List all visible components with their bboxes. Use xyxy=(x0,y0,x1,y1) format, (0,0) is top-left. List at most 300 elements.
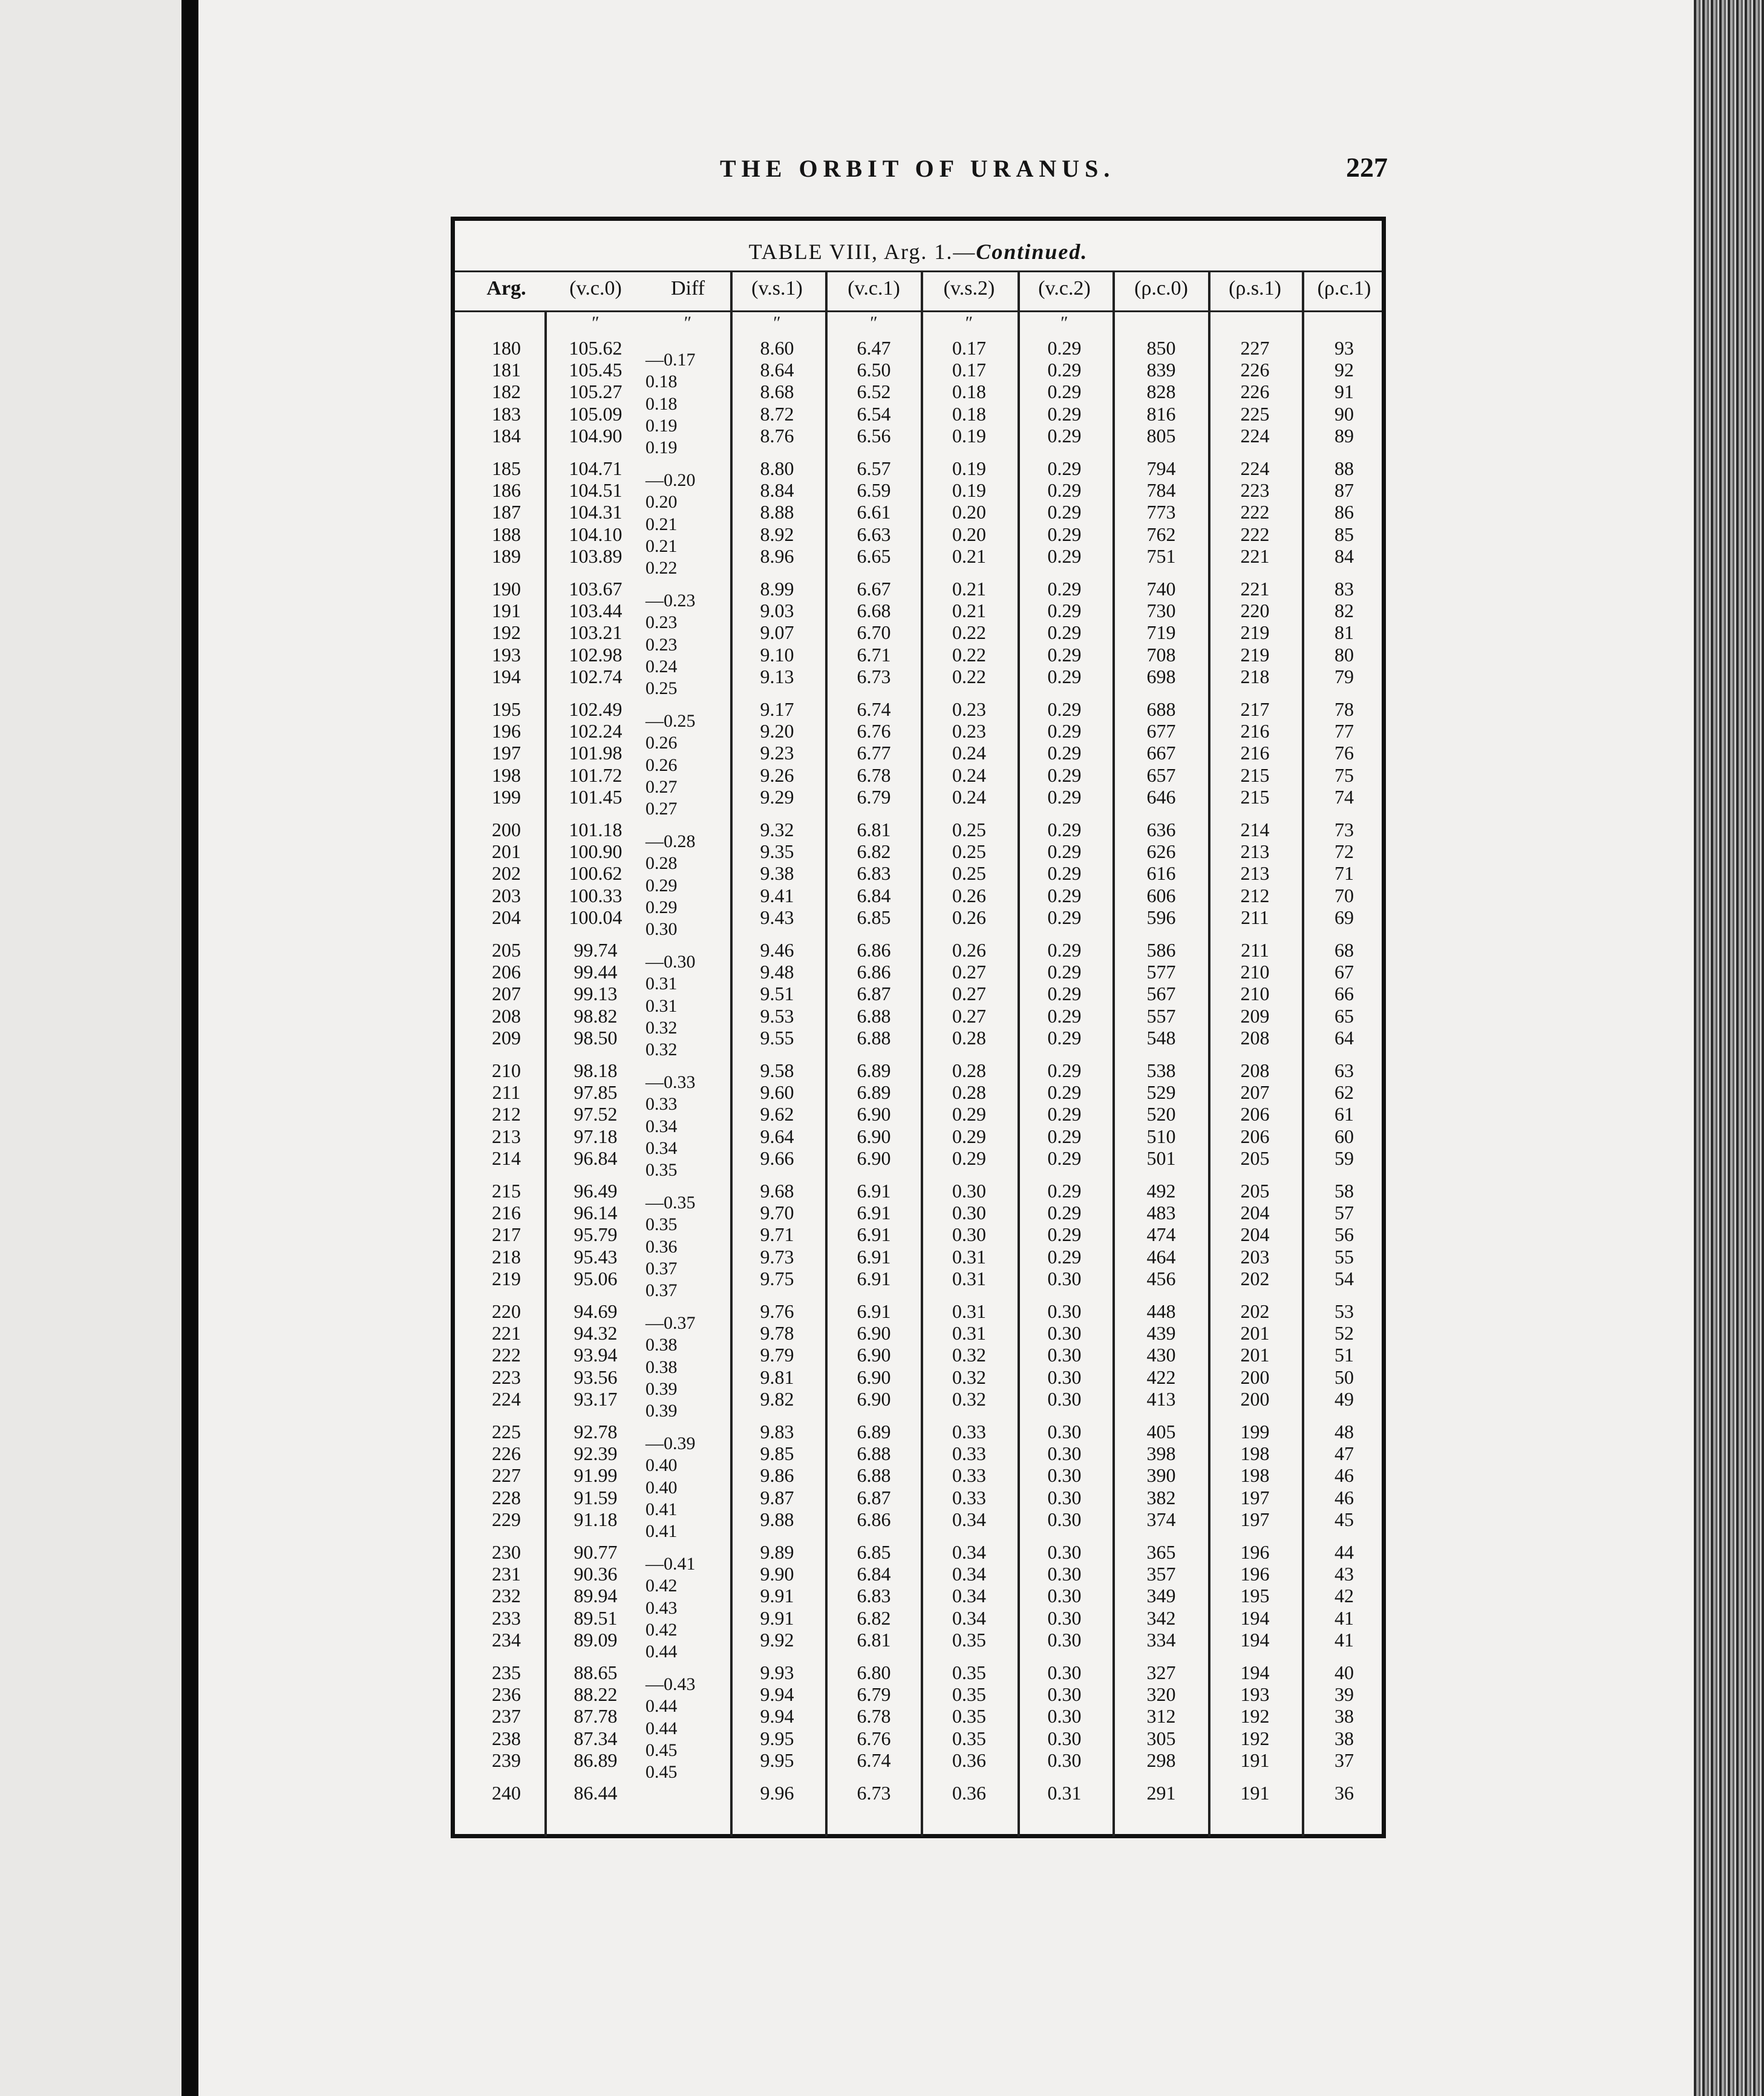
cell-pc0: 334 xyxy=(1146,1628,1176,1651)
cell-vs2: 0.22 xyxy=(952,621,986,644)
cell-ps1: 196 xyxy=(1240,1541,1270,1563)
cell-arg: 207 xyxy=(492,983,521,1005)
diff-value: —0.37 xyxy=(645,1313,696,1334)
cell-vc2: 0.30 xyxy=(1047,1683,1082,1706)
diff-value: 0.21 xyxy=(645,535,678,556)
cell-vc0: 103.21 xyxy=(569,621,622,644)
cell-vc2: 0.30 xyxy=(1047,1322,1082,1344)
cell-vs2: 0.34 xyxy=(952,1606,986,1629)
diff-value: 0.18 xyxy=(645,393,678,414)
cell-vc1: 6.61 xyxy=(857,501,891,523)
cell-arg: 198 xyxy=(492,764,521,786)
cell-vs1: 9.60 xyxy=(760,1081,794,1104)
cell-vc0: 87.34 xyxy=(573,1727,618,1749)
cell-pc1: 48 xyxy=(1334,1421,1354,1443)
cell-pc0: 430 xyxy=(1146,1344,1176,1366)
cell-pc0: 548 xyxy=(1146,1026,1176,1049)
table-title-main: TABLE VIII, Arg. 1.— xyxy=(748,240,976,264)
cell-vc0: 88.22 xyxy=(573,1683,618,1706)
diff-value: 0.37 xyxy=(645,1258,678,1279)
cell-vc0: 105.09 xyxy=(569,402,622,425)
cell-ps1: 194 xyxy=(1240,1662,1270,1683)
cell-pc1: 88 xyxy=(1334,457,1354,479)
cell-pc0: 762 xyxy=(1146,523,1176,545)
cell-pc0: 688 xyxy=(1146,698,1176,720)
cell-vs1: 9.20 xyxy=(760,720,794,742)
cell-vc1: 6.91 xyxy=(857,1245,891,1268)
table-row xyxy=(455,479,1382,502)
cell-ps1: 210 xyxy=(1240,961,1270,983)
cell-vc0: 99.74 xyxy=(573,939,618,961)
page-edges xyxy=(1694,0,1764,2096)
cell-vc1: 6.81 xyxy=(857,1628,891,1651)
cell-vc2: 0.29 xyxy=(1047,720,1082,742)
cell-ps1: 201 xyxy=(1240,1322,1270,1344)
cell-pc0: 596 xyxy=(1146,906,1176,928)
table-row xyxy=(455,523,1382,546)
cell-vc1: 6.91 xyxy=(857,1267,891,1289)
cell-arg: 205 xyxy=(492,939,521,961)
cell-arg: 234 xyxy=(492,1628,521,1651)
cell-vs2: 0.34 xyxy=(952,1563,986,1585)
cell-pc1: 93 xyxy=(1334,337,1354,359)
cell-vc2: 0.29 xyxy=(1047,742,1082,764)
cell-vs2: 0.31 xyxy=(952,1322,986,1344)
cell-vc2: 0.29 xyxy=(1047,939,1082,961)
table-row xyxy=(455,1705,1382,1728)
cell-vc1: 6.47 xyxy=(857,337,891,359)
table-row xyxy=(455,666,1382,688)
diff-value: 0.44 xyxy=(645,1641,678,1662)
col-header-vc0: (v.c.0) xyxy=(569,277,622,300)
cell-arg: 232 xyxy=(492,1585,521,1607)
cell-vc2: 0.29 xyxy=(1047,337,1082,359)
cell-vs2: 0.27 xyxy=(952,1004,986,1027)
cell-vs2: 0.30 xyxy=(952,1202,986,1224)
cell-arg: 195 xyxy=(492,698,521,720)
cell-vs2: 0.27 xyxy=(952,983,986,1005)
cell-pc0: 657 xyxy=(1146,764,1176,786)
cell-vc2: 0.29 xyxy=(1047,1125,1082,1147)
cell-arg: 204 xyxy=(492,906,521,928)
cell-vc1: 6.89 xyxy=(857,1421,891,1443)
diff-value: 0.41 xyxy=(645,1499,678,1519)
cell-ps1: 213 xyxy=(1240,840,1270,863)
diff-value: —0.28 xyxy=(645,831,696,852)
cell-vc0: 100.90 xyxy=(569,840,622,863)
cell-vs1: 8.92 xyxy=(760,523,794,545)
cell-vc1: 6.90 xyxy=(857,1387,891,1410)
cell-pc1: 46 xyxy=(1334,1464,1354,1487)
cell-pc0: 636 xyxy=(1146,819,1176,840)
cell-vc1: 6.88 xyxy=(857,1026,891,1049)
cell-vc2: 0.29 xyxy=(1047,402,1082,425)
cell-vs2: 0.34 xyxy=(952,1585,986,1607)
cell-vc1: 6.80 xyxy=(857,1662,891,1683)
cell-vc0: 98.18 xyxy=(573,1059,618,1081)
table-row xyxy=(455,1607,1382,1629)
cell-vc2: 0.29 xyxy=(1047,1202,1082,1224)
table-row xyxy=(455,1487,1382,1509)
diff-value: 0.40 xyxy=(645,1455,678,1476)
table-row xyxy=(455,1322,1382,1344)
cell-vs2: 0.24 xyxy=(952,785,986,808)
cell-vc1: 6.85 xyxy=(857,906,891,928)
cell-vs1: 9.91 xyxy=(760,1585,794,1607)
cell-vs1: 9.43 xyxy=(760,906,794,928)
table-row xyxy=(455,819,1382,841)
table-row xyxy=(455,1541,1382,1564)
cell-pc0: 646 xyxy=(1146,785,1176,808)
cell-vc1: 6.79 xyxy=(857,1683,891,1706)
cell-arg: 208 xyxy=(492,1004,521,1027)
cell-pc0: 567 xyxy=(1146,983,1176,1005)
cell-vs1: 9.89 xyxy=(760,1541,794,1563)
cell-pc0: 492 xyxy=(1146,1180,1176,1202)
diff-value: 0.22 xyxy=(645,557,678,578)
cell-pc1: 36 xyxy=(1334,1782,1354,1804)
cell-vc0: 94.32 xyxy=(573,1322,618,1344)
cell-arg: 184 xyxy=(492,424,521,447)
cell-vc0: 101.45 xyxy=(569,785,622,808)
cell-vc1: 6.88 xyxy=(857,1004,891,1027)
cell-vs1: 8.99 xyxy=(760,578,794,600)
cell-arg: 190 xyxy=(492,578,521,600)
cell-vs2: 0.35 xyxy=(952,1705,986,1728)
cell-vc2: 0.29 xyxy=(1047,906,1082,928)
cell-pc0: 312 xyxy=(1146,1705,1176,1728)
cell-ps1: 195 xyxy=(1240,1585,1270,1607)
table-row xyxy=(455,764,1382,787)
cell-vc0: 93.17 xyxy=(573,1387,618,1410)
cell-pc0: 677 xyxy=(1146,720,1176,742)
cell-pc0: 667 xyxy=(1146,742,1176,764)
cell-vc0: 90.77 xyxy=(573,1541,618,1563)
cell-vc2: 0.29 xyxy=(1047,381,1082,403)
cell-arg: 182 xyxy=(492,381,521,403)
cell-vs1: 9.94 xyxy=(760,1683,794,1706)
cell-vc1: 6.86 xyxy=(857,939,891,961)
cell-ps1: 214 xyxy=(1240,819,1270,840)
cell-vc1: 6.82 xyxy=(857,1606,891,1629)
diff-value: 0.42 xyxy=(645,1619,678,1640)
diff-value: 0.32 xyxy=(645,1017,678,1038)
cell-vc0: 104.90 xyxy=(569,424,622,447)
cell-vc1: 6.78 xyxy=(857,1705,891,1728)
cell-vs1: 9.58 xyxy=(760,1059,794,1081)
diff-value: 0.21 xyxy=(645,514,678,534)
table-row xyxy=(455,1125,1382,1148)
cell-vs1: 8.60 xyxy=(760,337,794,359)
cell-arg: 181 xyxy=(492,359,521,381)
cell-vc2: 0.30 xyxy=(1047,1464,1082,1487)
cell-vc0: 105.27 xyxy=(569,381,622,403)
cell-arg: 227 xyxy=(492,1464,521,1487)
cell-ps1: 211 xyxy=(1241,906,1269,928)
cell-vc1: 6.90 xyxy=(857,1147,891,1169)
cell-pc0: 374 xyxy=(1146,1508,1176,1530)
cell-vs2: 0.33 xyxy=(952,1421,986,1443)
cell-vc1: 6.76 xyxy=(857,1727,891,1749)
table-row xyxy=(455,600,1382,622)
cell-vc1: 6.52 xyxy=(857,381,891,403)
cell-ps1: 204 xyxy=(1240,1223,1270,1246)
diff-value: 0.19 xyxy=(645,437,678,457)
cell-ps1: 206 xyxy=(1240,1103,1270,1125)
diff-value: 0.38 xyxy=(645,1357,678,1377)
cell-vc1: 6.56 xyxy=(857,424,891,447)
cell-vc1: 6.78 xyxy=(857,764,891,786)
cell-vc0: 88.65 xyxy=(573,1662,618,1683)
cell-vc2: 0.29 xyxy=(1047,621,1082,644)
diff-value: 0.25 xyxy=(645,678,678,698)
cell-vc0: 99.44 xyxy=(573,961,618,983)
cell-vc2: 0.30 xyxy=(1047,1387,1082,1410)
cell-vc1: 6.71 xyxy=(857,643,891,666)
header-rule xyxy=(455,310,1382,312)
cell-vc2: 0.29 xyxy=(1047,1223,1082,1246)
cell-vs1: 9.26 xyxy=(760,764,794,786)
diff-value: —0.23 xyxy=(645,591,696,611)
cell-vs2: 0.32 xyxy=(952,1344,986,1366)
cell-pc0: 730 xyxy=(1146,600,1176,622)
cell-vc1: 6.87 xyxy=(857,1486,891,1508)
cell-ps1: 192 xyxy=(1240,1727,1270,1749)
cell-vc1: 6.68 xyxy=(857,600,891,622)
cell-vc2: 0.29 xyxy=(1047,1004,1082,1027)
table-row xyxy=(455,1683,1382,1706)
table-row xyxy=(455,1027,1382,1049)
cell-arg: 197 xyxy=(492,742,521,764)
cell-vs1: 8.76 xyxy=(760,424,794,447)
cell-vc2: 0.30 xyxy=(1047,1344,1082,1366)
cell-arg: 225 xyxy=(492,1421,521,1443)
cell-ps1: 205 xyxy=(1240,1180,1270,1202)
cell-vc2: 0.29 xyxy=(1047,359,1082,381)
cell-pc0: 298 xyxy=(1146,1749,1176,1771)
cell-vc2: 0.29 xyxy=(1047,764,1082,786)
table-row xyxy=(455,1268,1382,1290)
cell-pc1: 37 xyxy=(1334,1749,1354,1771)
cell-pc1: 51 xyxy=(1334,1344,1354,1366)
diff-value: —0.25 xyxy=(645,711,696,732)
cell-vc1: 6.77 xyxy=(857,742,891,764)
diff-value: 0.35 xyxy=(645,1159,678,1180)
cell-vc0: 101.72 xyxy=(569,764,622,786)
cell-vs1: 9.94 xyxy=(760,1705,794,1728)
table-row xyxy=(455,862,1382,885)
cell-arg: 230 xyxy=(492,1541,521,1563)
cell-vc0: 102.24 xyxy=(569,720,622,742)
cell-pc0: 357 xyxy=(1146,1563,1176,1585)
cell-vs1: 9.41 xyxy=(760,884,794,906)
cell-vc2: 0.29 xyxy=(1047,961,1082,983)
table-row xyxy=(455,840,1382,863)
cell-pc1: 49 xyxy=(1334,1387,1354,1410)
cell-vs1: 9.79 xyxy=(760,1344,794,1366)
cell-vc2: 0.29 xyxy=(1047,457,1082,479)
cell-arg: 236 xyxy=(492,1683,521,1706)
table-row xyxy=(455,1421,1382,1443)
cell-pc1: 86 xyxy=(1334,501,1354,523)
cell-vc0: 94.69 xyxy=(573,1300,618,1322)
cell-pc0: 577 xyxy=(1146,961,1176,983)
cell-vc0: 87.78 xyxy=(573,1705,618,1728)
cell-vc2: 0.30 xyxy=(1047,1585,1082,1607)
cell-vs1: 9.85 xyxy=(760,1443,794,1465)
cell-vc2: 0.30 xyxy=(1047,1727,1082,1749)
diff-value: —0.43 xyxy=(645,1674,696,1695)
cell-pc1: 56 xyxy=(1334,1223,1354,1246)
cell-pc1: 75 xyxy=(1334,764,1354,786)
table-row xyxy=(455,403,1382,425)
table-row xyxy=(455,381,1382,403)
cell-vs2: 0.31 xyxy=(952,1267,986,1289)
cell-pc0: 448 xyxy=(1146,1300,1176,1322)
cell-vs2: 0.17 xyxy=(952,337,986,359)
unit-mark: ″ xyxy=(870,313,878,333)
cell-pc1: 58 xyxy=(1334,1180,1354,1202)
cell-arg: 224 xyxy=(492,1387,521,1410)
cell-vs2: 0.23 xyxy=(952,720,986,742)
cell-vs1: 9.95 xyxy=(760,1727,794,1749)
diff-value: —0.35 xyxy=(645,1193,696,1213)
cell-vs2: 0.33 xyxy=(952,1443,986,1465)
cell-arg: 203 xyxy=(492,884,521,906)
cell-vc1: 6.90 xyxy=(857,1366,891,1388)
cell-vs2: 0.27 xyxy=(952,961,986,983)
diff-value: 0.38 xyxy=(645,1335,678,1355)
table-row xyxy=(455,1202,1382,1224)
cell-ps1: 221 xyxy=(1240,545,1270,567)
cell-pc0: 365 xyxy=(1146,1541,1176,1563)
cell-vc0: 97.85 xyxy=(573,1081,618,1104)
cell-vc0: 93.56 xyxy=(573,1366,618,1388)
diff-value: 0.33 xyxy=(645,1094,678,1115)
col-header-ps1: (ρ.s.1) xyxy=(1229,277,1281,300)
cell-ps1: 200 xyxy=(1240,1366,1270,1388)
diff-value: 0.39 xyxy=(645,1400,678,1421)
table-row xyxy=(455,906,1382,929)
table-row xyxy=(455,621,1382,644)
table-row xyxy=(455,1749,1382,1772)
cell-vs2: 0.30 xyxy=(952,1180,986,1202)
cell-ps1: 215 xyxy=(1240,785,1270,808)
cell-vs1: 9.48 xyxy=(760,961,794,983)
diff-value: 0.18 xyxy=(645,372,678,392)
cell-pc0: 529 xyxy=(1146,1081,1176,1104)
table-row xyxy=(455,1585,1382,1607)
diff-value: 0.44 xyxy=(645,1696,678,1717)
cell-vc0: 102.98 xyxy=(569,643,622,666)
cell-ps1: 215 xyxy=(1240,764,1270,786)
diff-value: 0.36 xyxy=(645,1236,678,1257)
cell-arg: 238 xyxy=(492,1727,521,1749)
cell-pc0: 405 xyxy=(1146,1421,1176,1443)
diff-value: 0.31 xyxy=(645,995,678,1016)
cell-pc0: 382 xyxy=(1146,1486,1176,1508)
cell-vc0: 104.71 xyxy=(569,457,622,479)
cell-vc2: 0.29 xyxy=(1047,424,1082,447)
cell-vc0: 96.84 xyxy=(573,1147,618,1169)
table-row xyxy=(455,1366,1382,1389)
cell-ps1: 216 xyxy=(1240,742,1270,764)
cell-vc1: 6.83 xyxy=(857,1585,891,1607)
cell-pc0: 349 xyxy=(1146,1585,1176,1607)
cell-vs1: 9.76 xyxy=(760,1300,794,1322)
cell-arg: 183 xyxy=(492,402,521,425)
cell-vc1: 6.88 xyxy=(857,1443,891,1465)
diff-value: 0.34 xyxy=(645,1116,678,1136)
cell-vc2: 0.29 xyxy=(1047,1059,1082,1081)
cell-ps1: 225 xyxy=(1240,402,1270,425)
cell-vs2: 0.25 xyxy=(952,819,986,840)
cell-vs1: 9.83 xyxy=(760,1421,794,1443)
col-header-diff: Diff xyxy=(670,277,705,300)
cell-arg: 226 xyxy=(492,1443,521,1465)
cell-vs1: 9.87 xyxy=(760,1486,794,1508)
table-row xyxy=(455,1005,1382,1027)
cell-vs1: 9.51 xyxy=(760,983,794,1005)
cell-arg: 186 xyxy=(492,479,521,502)
table-row xyxy=(455,1103,1382,1125)
table-row xyxy=(455,698,1382,721)
cell-vc0: 104.10 xyxy=(569,523,622,545)
cell-ps1: 218 xyxy=(1240,665,1270,687)
table-row xyxy=(455,1246,1382,1268)
cell-pc1: 67 xyxy=(1334,961,1354,983)
table-title xyxy=(455,239,1382,264)
cell-vs2: 0.31 xyxy=(952,1245,986,1268)
cell-ps1: 223 xyxy=(1240,479,1270,502)
cell-pc0: 439 xyxy=(1146,1322,1176,1344)
cell-pc1: 77 xyxy=(1334,720,1354,742)
table-row xyxy=(455,1300,1382,1323)
cell-vs2: 0.25 xyxy=(952,862,986,885)
cell-ps1: 192 xyxy=(1240,1705,1270,1728)
cell-vc2: 0.29 xyxy=(1047,479,1082,502)
cell-vc1: 6.79 xyxy=(857,785,891,808)
cell-ps1: 206 xyxy=(1240,1125,1270,1147)
cell-ps1: 203 xyxy=(1240,1245,1270,1268)
cell-vc1: 6.84 xyxy=(857,1563,891,1585)
cell-vs1: 8.84 xyxy=(760,479,794,502)
cell-arg: 206 xyxy=(492,961,521,983)
cell-vs2: 0.19 xyxy=(952,424,986,447)
cell-pc0: 828 xyxy=(1146,381,1176,403)
cell-vc2: 0.30 xyxy=(1047,1662,1082,1683)
cell-vc2: 0.29 xyxy=(1047,523,1082,545)
cell-pc0: 557 xyxy=(1146,1004,1176,1027)
cell-arg: 233 xyxy=(492,1606,521,1629)
cell-arg: 213 xyxy=(492,1125,521,1147)
cell-arg: 199 xyxy=(492,785,521,808)
cell-pc0: 784 xyxy=(1146,479,1176,502)
cell-ps1: 202 xyxy=(1240,1267,1270,1289)
cell-vc1: 6.70 xyxy=(857,621,891,644)
cell-vs2: 0.33 xyxy=(952,1486,986,1508)
cell-vs1: 9.62 xyxy=(760,1103,794,1125)
diff-value: 0.29 xyxy=(645,875,678,896)
cell-pc0: 538 xyxy=(1146,1059,1176,1081)
cell-pc0: 474 xyxy=(1146,1223,1176,1246)
cell-pc1: 43 xyxy=(1334,1563,1354,1585)
cell-pc0: 390 xyxy=(1146,1464,1176,1487)
cell-vs1: 8.64 xyxy=(760,359,794,381)
cell-vc0: 95.43 xyxy=(573,1245,618,1268)
cell-vc0: 93.94 xyxy=(573,1344,618,1366)
cell-vc0: 102.49 xyxy=(569,698,622,720)
